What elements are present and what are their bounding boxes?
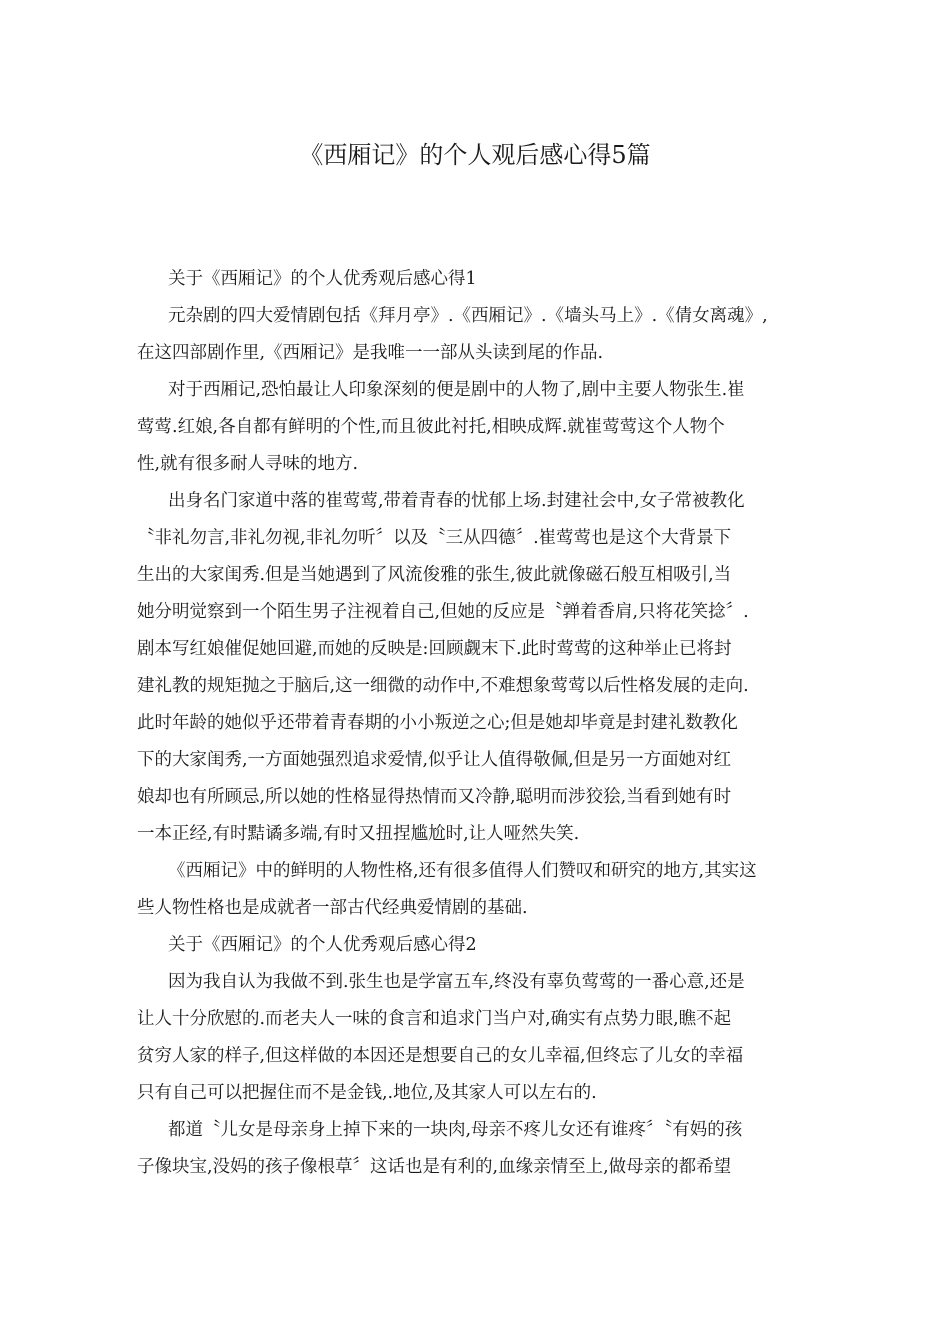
paragraph-line: 娘却也有所顾忌,所以她的性格显得热情而又冷静,聪明而涉狡狯,当看到她有时 bbox=[137, 787, 732, 807]
paragraph-line: 在这四部剧作里,《西厢记》是我唯一一部从头读到尾的作品. bbox=[137, 343, 604, 363]
section-heading: 关于《西厢记》的个人优秀观后感心得2 bbox=[168, 935, 477, 955]
paragraph-line: 生出的大家闺秀.但是当她遇到了风流俊雅的张生,彼此就像磁石般互相吸引,当 bbox=[137, 565, 732, 585]
paragraph-line: 让人十分欣慰的.而老夫人一味的食言和追求门当户对,确实有点势力眼,瞧不起 bbox=[137, 1009, 732, 1029]
paragraph-line: 些人物性格也是成就者一部古代经典爱情剧的基础. bbox=[137, 898, 528, 918]
paragraph-line: 都道〝儿女是母亲身上掉下来的一块肉,母亲不疼儿女还有谁疼〞〝有妈的孩 bbox=[168, 1120, 743, 1140]
paragraph-line: 子像块宝,没妈的孩子像根草〞这话也是有利的,血缘亲情至上,做母亲的都希望 bbox=[137, 1157, 732, 1177]
paragraph-line: 因为我自认为我做不到.张生也是学富五车,终没有辜负莺莺的一番心意,还是 bbox=[168, 972, 745, 992]
paragraph-line: 元杂剧的四大爱情剧包括《拜月亭》.《西厢记》.《墙头马上》.《倩女离魂》, bbox=[168, 306, 768, 326]
paragraph-line: 一本正经,有时黠谲多端,有时又扭捏尴尬时,让人哑然失笑. bbox=[137, 824, 580, 844]
paragraph-line: 此时年龄的她似乎还带着青春期的小小叛逆之心;但是她却毕竟是封建礼数教化 bbox=[137, 713, 738, 733]
paragraph-line: 她分明觉察到一个陌生男子注视着自己,但她的反应是〝亸着香肩,只将花笑捻〞. bbox=[137, 602, 749, 622]
section-heading: 关于《西厢记》的个人优秀观后感心得1 bbox=[168, 269, 477, 289]
paragraph-line: 《西厢记》中的鲜明的人物性格,还有很多值得人们赞叹和研究的地方,其实这 bbox=[168, 861, 757, 881]
paragraph-line: 对于西厢记,恐怕最让人印象深刻的便是剧中的人物了,剧中主要人物张生.崔 bbox=[168, 380, 745, 400]
page-title: 《西厢记》的个人观后感心得5篇 bbox=[299, 141, 651, 169]
paragraph-line: 贫穷人家的样子,但这样做的本因还是想要自己的女儿幸福,但终忘了儿女的幸福 bbox=[137, 1046, 744, 1066]
paragraph-line: 下的大家闺秀,一方面她强烈追求爱情,似乎让人值得敬佩,但是另一方面她对红 bbox=[137, 750, 732, 770]
paragraph-line: 性,就有很多耐人寻味的地方. bbox=[137, 454, 359, 474]
paragraph-line: 只有自己可以把握住而不是金钱,.地位,及其家人可以左右的. bbox=[137, 1083, 597, 1103]
paragraph-line: 剧本写红娘催促她回避,而她的反映是:回顾觑末下.此时莺莺的这种举止已将封 bbox=[137, 639, 732, 659]
paragraph-line: 〝非礼勿言,非礼勿视,非礼勿听〞以及〝三从四德〞.崔莺莺也是这个大背景下 bbox=[137, 528, 732, 548]
paragraph-line: 莺莺.红娘,各自都有鲜明的个性,而且彼此衬托,相映成辉.就崔莺莺这个人物个 bbox=[137, 417, 725, 437]
paragraph-line: 建礼教的规矩抛之于脑后,这一细微的动作中,不难想象莺莺以后性格发展的走向. bbox=[137, 676, 749, 696]
paragraph-line: 出身名门家道中落的崔莺莺,带着青春的忧郁上场.封建社会中,女子常被教化 bbox=[168, 491, 745, 511]
